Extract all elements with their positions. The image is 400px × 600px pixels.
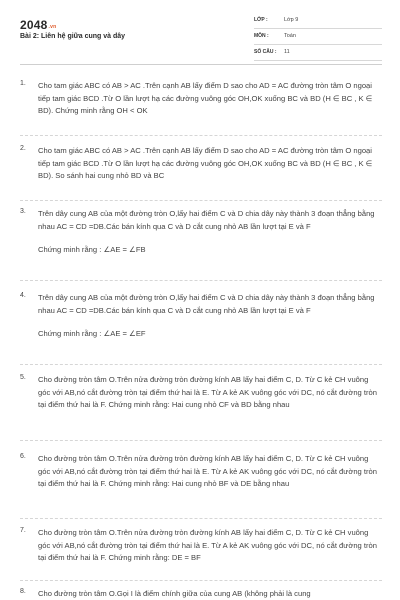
question-text: Cho tam giác ABC có AB > AC .Trên cạnh AB lấy điểm D sao cho AD = AC đường tròn tâm O ngoại tiếp tam giác BCD .Từ O lần lượt hạ các đường vuông góc OH,OK xuống BC và BD (H ∈ BC , K ∈ BD). Chứng minh rằng OH < OK [38,81,373,115]
question-number: 6. [20,453,26,460]
question-number: 1. [20,80,26,87]
question-text: Cho đường tròn tâm O.Trên nửa đường tròn đường kính AB lấy hai điểm C, D. Từ C kẻ CH vuông góc với AB,nó cắt đường tròn tại điểm thứ hai là E. Từ A kẻ AK vuông góc với DC, nó cắt đường tròn tại điểm thứ hai là F. Chứng minh rằng: Hai cung nhỏ BF và DE bằng nhau [38,454,377,488]
question-item [20,292,382,341]
question-text: Trên dây cung AB của một đường tròn O,lấy hai điểm C và D chia dây này thành 3 đoạn thẳng bằng nhau AC = CD =DB.Các bán kính qua C và D cắt cung nhỏ AB lần lượt tại E và F [38,209,375,231]
question-number: 4. [20,292,26,299]
meta-value: Toán [284,33,296,39]
question-divider [20,364,382,365]
question-text: Trên dây cung AB của một đường tròn O,lấy hai điểm C và D chia dây này thành 3 đoạn thẳng bằng nhau AC = CD =DB.Các bán kính qua C và D cắt cung nhỏ AB lần lượt tại E và F [38,293,375,315]
question-divider [20,440,382,441]
meta-label: MÔN : [254,33,269,39]
question-text: Cho đường tròn tâm O.Trên nửa đường tròn đường kính AB lấy hai điểm C, D. Từ C kẻ CH vuông góc với AB,nó cắt đường tròn tại điểm thứ hai là E. Từ A kẻ AK vuông góc với DC, nó cắt đường tròn tại điểm thứ hai là F. Chứng minh rằng: Hai cung nhỏ CF và BD bằng nhau [38,375,377,409]
question-number: 5. [20,374,26,381]
question-item [20,588,382,600]
logo-domain: .vn [48,24,57,30]
site-logo[interactable] [20,18,56,32]
question-divider [20,280,382,281]
question-item [20,527,382,565]
question-number: 2. [20,145,26,152]
header-divider [20,64,382,65]
question-item [20,208,382,257]
question-text: Cho đường tròn tâm O.Trên nửa đường tròn đường kính AB lấy hai điểm C, D. Từ C kẻ CH vuông góc với AB,nó cắt đường tròn tại điểm thứ hai là E. Từ A kẻ AK vuông góc với DC, nó cắt đường tròn tại điểm thứ hai là F. Chứng minh rằng: DE = BF [38,528,377,562]
meta-value: Lớp 9 [284,17,299,23]
logo-text: 2048 [20,18,48,32]
lesson-title: Bài 2: Liên hệ giữa cung và dây [20,33,126,40]
question-subtext: Chứng minh rằng : ∠AE = ∠EF [38,329,146,338]
meta-label: LỚP : [254,17,268,23]
question-divider [20,200,382,201]
question-number: 3. [20,208,26,215]
question-number: 8. [20,588,26,595]
worksheet-meta [254,15,382,63]
question-text: Cho tam giác ABC có AB > AC .Trên cạnh AB lấy điểm D sao cho AD = AC đường tròn tâm O ngoại tiếp tam giác BCD .Từ O lần lượt hạ các đường vuông góc OH,OK xuống BC và BD (H ∈ BC , K ∈ BD). So sánh hai cung nhỏ BD và BC [38,146,373,180]
meta-row-subject [254,31,382,45]
question-item [20,80,382,118]
question-item [20,145,382,183]
question-item [20,374,382,412]
question-divider [20,135,382,136]
question-subtext: Chứng minh rằng : ∠AE = ∠FB [38,245,146,254]
question-item [20,453,382,491]
question-divider [20,580,382,581]
meta-label: SỐ CÂU : [254,49,277,55]
worksheet-header [0,0,400,70]
meta-row-question-count [254,47,382,61]
question-number: 7. [20,527,26,534]
meta-value: 11 [284,49,290,55]
question-text: Cho đường tròn tâm O.Gọi I là điểm chính giữa của cung AB (không phải là cung [38,589,311,598]
meta-row-class [254,15,382,29]
question-divider [20,518,382,519]
